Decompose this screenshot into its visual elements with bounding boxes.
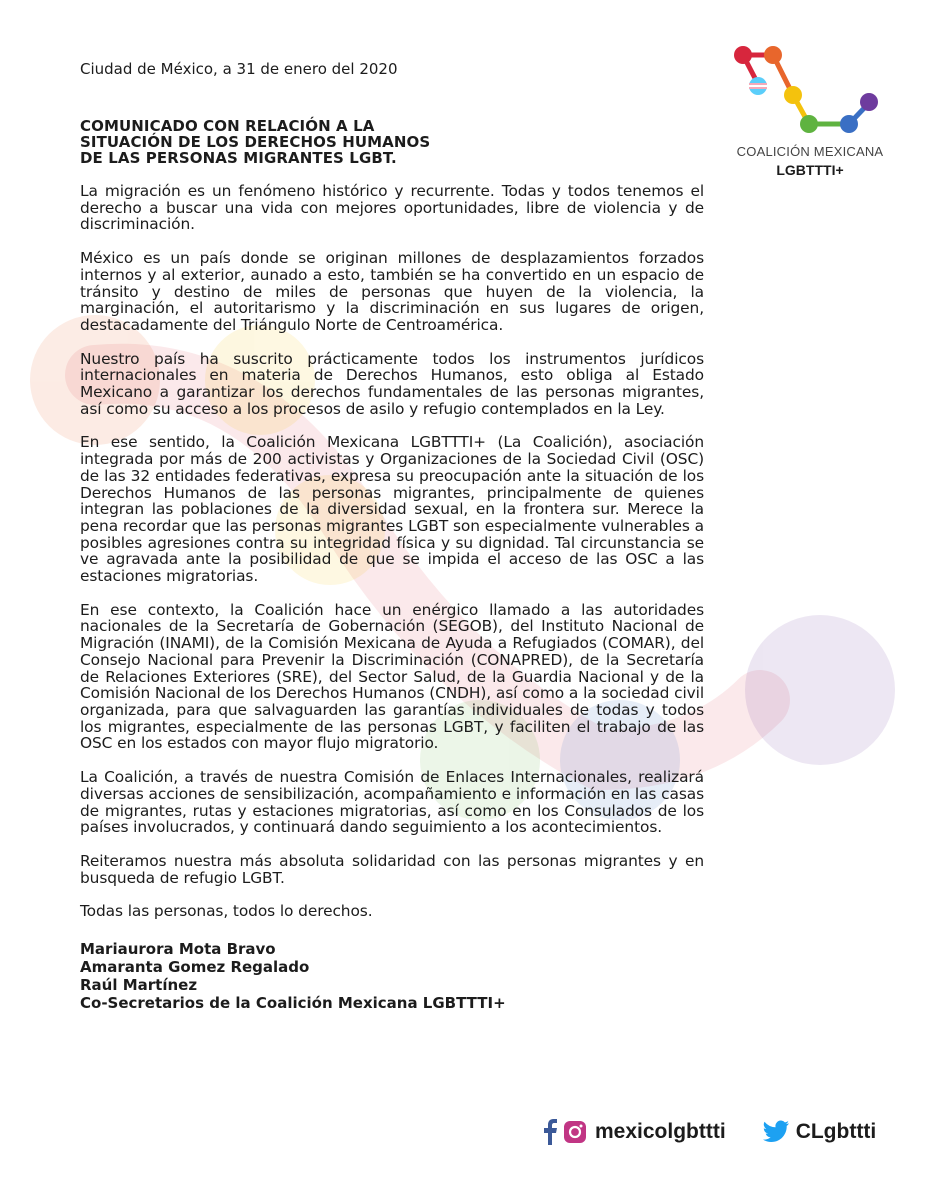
coalition-logo	[725, 40, 895, 178]
title-line: COMUNICADO CON RELACIÓN A LA	[80, 117, 375, 135]
signers-block	[80, 940, 704, 1012]
signer-name: Amaranta Gomez Regalado	[80, 958, 310, 977]
twitter-icon[interactable]	[762, 1120, 790, 1144]
social-links	[543, 1117, 876, 1147]
paragraph: México es un país donde se originan millones de desplazamientos forzados internos y al exterior, aunado a esto, también se ha convertido en un espacio de tránsito y destino de miles de personas que huyen de la violencia, la marginación, el autoritarismo y la discriminación en sus lugares de origen, destacadamente del Triángulo Norte de Centroamérica.	[80, 249, 704, 334]
paragraph: La Coalición, a través de nuestra Comisión de Enlaces Internacionales, realizará diversas acciones de sensibilización, acompañamiento e información en las casas de migrantes, rutas y estaciones migratorias, así como en los Consulados de los países involucrados, y continuará dando seguimiento a los acontecimientos.	[80, 768, 704, 837]
date-line: Ciudad de México, a 31 de enero del 2020	[80, 60, 398, 78]
paragraph: En ese contexto, la Coalición hace un enérgico llamado a las autoridades nacionales de la Secretaría de Gobernación (SEGOB), del Instituto Nacional de Migración (INAMI), de la Comisión Mexicana de Ayuda a Refugiados (COMAR), del Consejo Nacional para Prevenir la Discriminación (CONAPRED), de la Secretaría de Relaciones Exteriores (SRE), del Sector Salud, de la Guardia Nacional y de la Comisión Nacional de los Derechos Humanos (CNDH), así como a la sociedad civil organizada, para que salvaguarden las garantías individuales de todas y todos los migrantes, especialmente de las personas LGBT, y faciliten el trabajo de las OSC en los estados con mayor flujo migratorio.	[80, 600, 704, 753]
title-line: DE LAS PERSONAS MIGRANTES LGBT.	[80, 149, 397, 167]
facebook-icon[interactable]	[543, 1119, 557, 1145]
letter-body	[80, 60, 704, 1012]
signer-name: Mariaurora Mota Bravo	[80, 940, 276, 959]
title-line: SITUACIÓN DE LOS DERECHOS HUMANOS	[80, 133, 431, 151]
signer-name: Raúl Martínez	[80, 976, 198, 995]
paragraph: Nuestro país ha suscrito prácticamente todos los instrumentos jurídicos internacionales en materia de Derechos Humanos, esto obliga al Estado Mexicano a garantizar los derechos fundamentales de las personas migrantes, así como su acceso a los procesos de asilo y refugio contemplados en la Ley.	[80, 349, 704, 418]
rainbow-path-icon	[725, 40, 895, 140]
instagram-icon[interactable]	[563, 1120, 587, 1144]
signer-role: Co-Secretarios de la Coalición Mexicana LGBTTTI+	[80, 994, 506, 1013]
communique-title	[80, 118, 460, 166]
paragraph: Reiteramos nuestra más absoluta solidaridad con las personas migrantes y en busqueda de refugio LGBT.	[80, 851, 704, 887]
social-handle-facebook-instagram[interactable]: mexicolgbttti	[595, 1120, 726, 1143]
paragraph: En ese sentido, la Coalición Mexicana LGBTTTI+ (La Coalición), asociación integrada por más de 200 activistas y Organizaciones de la Sociedad Civil (OSC) de las 32 entidades federativas, expresa su preocupación ante la situación de los Derechos Humanos de las personas migrantes, principalmente de quienes integran las poblaciones de la diversidad sexual, en la frontera sur. Merece la pena recordar que las personas migrantes LGBT son especialmente vulnerables a posibles agresiones contra su integridad física y su dignidad. Tal circunstancia se ve agravada ante la posibilidad de que se impida el acceso de las OSC a las estaciones migratorias.	[80, 433, 704, 586]
paragraph: Todas las personas, todos lo derechos.	[80, 902, 373, 921]
logo-subtitle: LGBTTTI+	[776, 162, 844, 178]
social-handle-twitter[interactable]: CLgbttti	[795, 1120, 877, 1143]
logo-name: COALICIÓN MEXICANA	[736, 144, 884, 159]
paragraph: La migración es un fenómeno histórico y recurrente. Todas y todos tenemos el derecho a buscar una vida con mejores oportunidades, libre de violencia y de discriminación.	[80, 182, 704, 234]
